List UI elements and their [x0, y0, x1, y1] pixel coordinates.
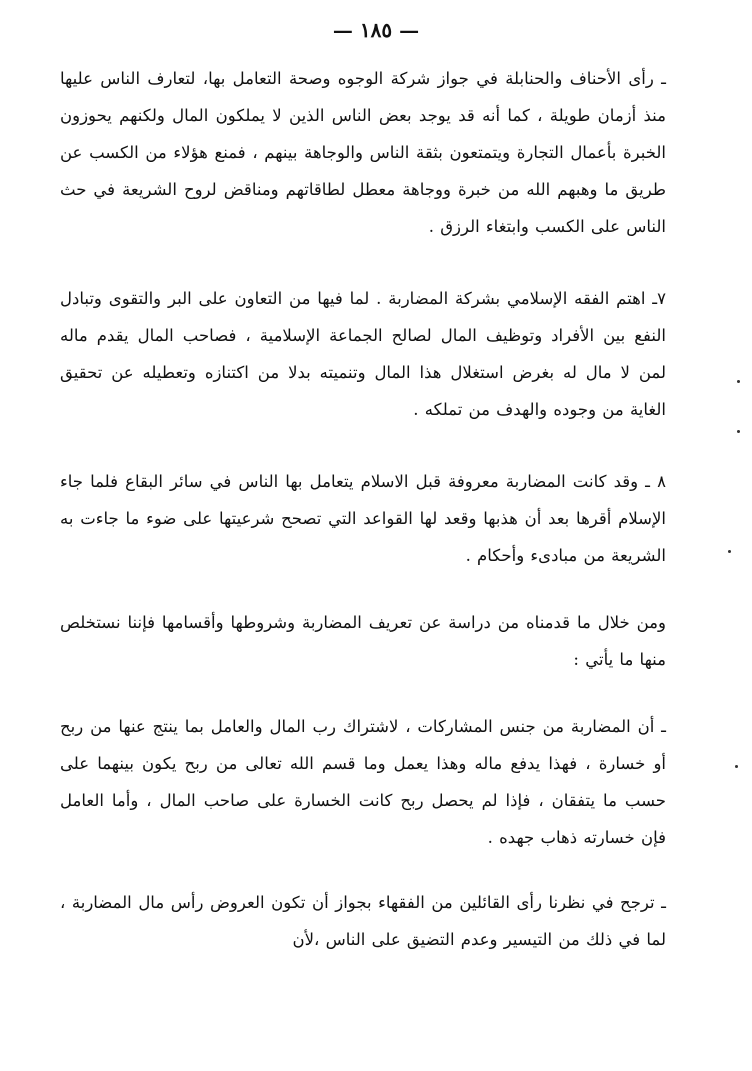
- scan-speck: [728, 550, 731, 553]
- scan-speck: [735, 765, 738, 768]
- paragraph-7-mudaraba-importance: ٧ـ اهتم الفقه الإسلامي بشركة المضاربة . لما فيها من التعاون على البر والتقوى وتبادل النفع بين الأفراد وتوظيف المال لصالح الجماعة الإسلامية ، فصاحب المال يقدم ماله لمن لا مال له بغرض استغلال هذا المال وتنميته بدلا من اكتنازه وتعطيله عن تحقيق الغاية من وجوده والهدف من تملكه .: [60, 289, 666, 419]
- paragraph-goods-capital: ـ ترجح في نظرنا رأى القائلين من الفقهاء بجواز أن تكون العروض رأس مال المضاربة ، لما في ذلك من التيسير وعدم التضيق على الناس ،لأن: [60, 893, 666, 949]
- scan-speck: [737, 380, 740, 383]
- page-body: [60, 60, 666, 958]
- paragraph-8-mudaraba-history: ٨ ـ وقد كانت المضاربة معروفة قبل الاسلام يتعامل بها الناس في سائر البقاع فلما جاء الإسلام أقرها بعد أن هذبها وقعد لها القواعد التي تصحح شرعيتها على ضوء ما جاءت به الشريعة من مبادىء وأحكام .: [60, 472, 666, 565]
- paragraph-hanafi-opinion: ـ رأى الأحناف والحنابلة في جواز شركة الوجوه وصحة التعامل بها، لتعارف الناس عليها منذ أزمان طويلة ، كما أنه قد يوجد بعض الناس الذين لا يملكون المال ولكنهم يحوزون الخبرة بأعمال التجارة ويتمتعون بثقة الناس والوجاهة بينهم ، فمنع هؤلاء من الكسب عن طريق ما وهبهم الله من خبرة ووجاهة معطل لطاقاتهم ومناقض لروح الشريعة في حث الناس على الكسب وابتغاء الرزق .: [60, 69, 666, 236]
- scan-speck: [737, 430, 740, 433]
- paragraph-mudaraba-partnership: ـ أن المضاربة من جنس المشاركات ، لاشتراك رب المال والعامل بما ينتج عنها من ربح أو خسارة ، فهذا يدفع ماله وهذا يعمل وما قسم الله تعالى من ربح يكون بينهما على حسب ما يتفقان ، فإذا لم يحصل ربح كانت الخسارة على صاحب المال ، وأما العامل فإن خسارته ذهاب جهده .: [60, 717, 666, 847]
- page-number: — ١٨٥ —: [332, 18, 420, 42]
- paragraph-conclusions-intro: ومن خلال ما قدمناه من دراسة عن تعريف المضاربة وشروطها وأقسامها فإننا نستخلص منها ما يأتي :: [60, 613, 666, 669]
